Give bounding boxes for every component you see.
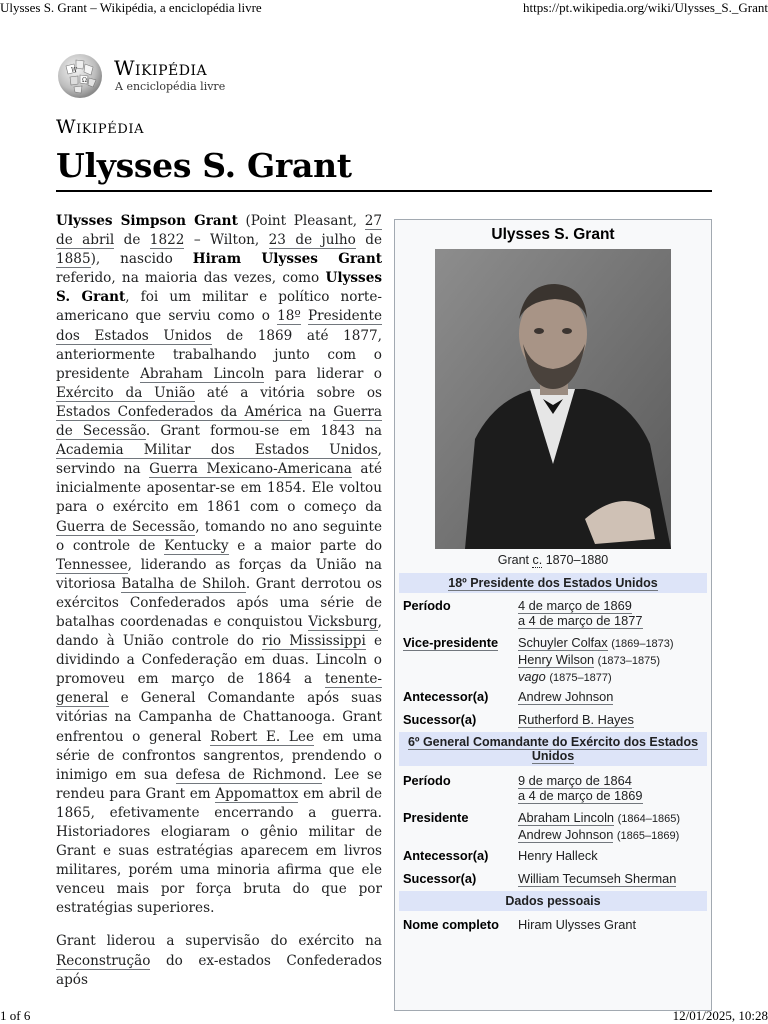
print-header	[0, 0, 768, 18]
circa-abbr[interactable]: c.	[532, 553, 543, 567]
label-sucessor: Sucessor(a)	[403, 712, 477, 727]
caption-text: Grant	[497, 553, 533, 567]
infobox-title: Ulysses S. Grant	[491, 226, 615, 243]
wikipedia-logo[interactable]	[56, 52, 256, 100]
print-datetime: 12/01/2025, 10:28	[672, 1008, 768, 1023]
paragraph-intro	[56, 212, 382, 918]
text: na	[301, 403, 334, 420]
vago-text: vago	[518, 669, 546, 684]
text: até inicialmente aposentar-se em 1854. Ele voltou para o exército em 1861 com o começo da	[56, 461, 382, 516]
link-guerra-secessao[interactable]: Guerra de Secessão	[56, 403, 382, 440]
bold-name: Ulysses Simpson Grant	[56, 213, 238, 229]
years: (1869–1873)	[611, 638, 674, 650]
section-dados-text: Dados pessoais	[505, 894, 601, 908]
portrait-image	[435, 249, 671, 549]
text: , foi um militar e político norte-americano que serviu como o	[56, 289, 382, 325]
text: em uma série de confrontos sangrentos, prendendo o inimigo em sua	[56, 728, 382, 783]
link-23-julho[interactable]: 23 de julho	[268, 232, 356, 249]
page-number: 1 of 6	[0, 1008, 31, 1023]
link-rio-mississippi[interactable]: rio Mississippi	[262, 633, 366, 650]
text	[301, 308, 308, 324]
link-periodo-inicio[interactable]: 4 de março de 1869	[518, 598, 632, 613]
link-section-presidente[interactable]: 18º Presidente dos Estados Unidos	[448, 576, 658, 590]
bold-common-name: Ulysses S. Grant	[56, 270, 382, 306]
link-rutherford-hayes[interactable]: Rutherford B. Hayes	[518, 712, 634, 727]
label-presidente: Presidente	[403, 810, 469, 825]
value-nome-completo: Hiram Ulysses Grant	[518, 917, 637, 932]
years: (1864–1865)	[617, 813, 680, 825]
text: . Grant formou-se em 1843 na	[145, 423, 383, 440]
text: para liderar o	[264, 365, 382, 382]
link-guerra-mexicano-americana[interactable]: Guerra Mexicano-Americana	[149, 461, 352, 478]
label-antecessor: Antecessor(a)	[403, 848, 489, 863]
link-abraham-lincoln[interactable]: Abraham Lincoln	[140, 365, 265, 382]
link-periodo-fim[interactable]: a 4 de março de 1877	[518, 613, 643, 628]
link-appomattox[interactable]: Appomattox	[215, 785, 299, 802]
print-footer	[0, 1006, 768, 1024]
label-vice-text: Vice-presidente	[403, 635, 499, 650]
section-general	[399, 732, 707, 766]
link-reconstrucao[interactable]: Reconstrução	[56, 952, 151, 969]
link-exercito-uniao[interactable]: Exército da União	[56, 384, 196, 401]
value-henry-halleck: Henry Halleck	[518, 848, 598, 863]
wordmark: Wikipédia	[114, 56, 208, 80]
page-title: Ulysses S. Grant	[56, 146, 352, 185]
link-defesa-richmond[interactable]: defesa de Richmond	[175, 766, 323, 783]
svg-text:W: W	[71, 67, 78, 74]
photo-caption	[395, 553, 711, 567]
article-body	[56, 212, 382, 1004]
link-abraham-lincoln-ib[interactable]: Abraham Lincoln	[518, 810, 615, 825]
label-vice-presidente[interactable]	[403, 635, 498, 650]
section-dados-pessoais	[399, 891, 707, 911]
label-nome-completo: Nome completo	[403, 917, 499, 932]
years: (1873–1875)	[597, 655, 661, 667]
link-1822[interactable]: 1822	[149, 232, 185, 249]
text: e a maior parte do	[228, 537, 383, 554]
label-periodo: Período	[403, 773, 451, 788]
link-periodo2-inicio[interactable]: 9 de março de 1864	[518, 773, 632, 788]
text: , dando à União controle do	[56, 613, 382, 650]
text: , liderando as forças da União na vitoriosa	[56, 556, 382, 592]
text: de	[355, 232, 382, 249]
portrait-photo[interactable]	[435, 249, 671, 549]
label-antecessor: Antecessor(a)	[403, 689, 489, 704]
text: referido, na maioria das vezes, como	[56, 270, 326, 287]
print-title: Ulysses S. Grant – Wikipédia, a enciclopédia livre	[0, 0, 262, 15]
label-periodo: Período	[403, 598, 451, 613]
infobox	[394, 219, 712, 1011]
text: do ex-estados Confederados após	[56, 952, 382, 988]
section-presidente	[399, 573, 707, 593]
link-guerra-secessao-2[interactable]: Guerra de Secessão	[56, 518, 196, 535]
years: (1865–1869)	[616, 830, 680, 842]
years: (1875–1877)	[549, 672, 612, 684]
text: em abril de 1865, efetivamente encerrando a guerra. Historiadores elogiaram o gênio militar de Grant e suas estratégias aparecem em livros militares, porém uma minoria afirma que ele venceu mais por força bruta do que por estratégias superiores.	[56, 785, 382, 917]
text: até a vitória sobre os	[195, 384, 382, 401]
text: – Wilton,	[184, 232, 269, 249]
text: de	[114, 232, 150, 249]
text: e dividindo a Confederação em duas. Lincoln o promoveu em março de 1864 a	[56, 633, 383, 688]
link-schuyler-colfax[interactable]: Schuyler Colfax	[518, 635, 608, 650]
link-tennessee[interactable]: Tennessee	[56, 556, 128, 573]
text: (Point Pleasant,	[237, 213, 365, 229]
link-tenente-general[interactable]: tenente-general	[56, 671, 382, 707]
wikipedia-globe-icon	[56, 52, 104, 100]
link-academia-militar[interactable]: Academia Militar dos Estados Unidos	[56, 442, 378, 459]
link-1885[interactable]: 1885	[56, 251, 91, 268]
text: . Lee se rendeu para Grant em	[56, 766, 382, 802]
text: , tomando no ano seguinte o controle de	[56, 518, 382, 554]
text: de 1869 até 1877, anteriormente trabalhando junto com o presidente	[56, 327, 382, 382]
link-andrew-johnson[interactable]: Andrew Johnson	[518, 689, 614, 704]
text: , servindo na	[56, 442, 382, 478]
link-vicksburg[interactable]: Vicksburg	[308, 613, 378, 630]
link-estados-confederados[interactable]: Estados Confederados da América	[56, 403, 302, 420]
link-27-abril[interactable]: 27 de abril	[56, 213, 382, 249]
link-kentucky[interactable]: Kentucky	[164, 537, 229, 554]
bold-birth-name: Hiram Ulysses Grant	[192, 251, 382, 268]
title-divider	[56, 190, 712, 192]
paragraph-reconstruction	[56, 932, 382, 989]
print-url: https://pt.wikipedia.org/wiki/Ulysses_S._Grant	[523, 0, 768, 15]
link-presidente-eua[interactable]: Presidente dos Estados Unidos	[56, 308, 382, 344]
link-robert-e-lee[interactable]: Robert E. Lee	[210, 728, 314, 745]
site-brand[interactable]: Wikipédia	[56, 116, 145, 138]
link-18[interactable]: 18º	[277, 308, 301, 325]
link-henry-wilson[interactable]: Henry Wilson	[518, 652, 595, 667]
tagline: A enciclopédia livre	[115, 80, 226, 93]
caption-years: 1870–1880	[542, 553, 609, 567]
text: ), nascido	[90, 251, 193, 268]
text: e General Comandante após suas vitórias na Campanha de Chattanooga. Grant enfrentou o general	[56, 690, 382, 745]
text: . Grant derrotou os exércitos Confederados após uma série de batalhas coordenadas e conquistou	[56, 575, 382, 630]
link-batalha-shiloh[interactable]: Batalha de Shiloh	[121, 575, 246, 592]
text: Grant liderou a supervisão do exército na	[56, 933, 382, 950]
svg-text:Ω: Ω	[82, 77, 87, 84]
label-sucessor: Sucessor(a)	[403, 871, 477, 886]
link-section-general[interactable]: 6º General Comandante do Exército dos Estados Unidos	[407, 735, 699, 763]
link-andrew-johnson-ib[interactable]: Andrew Johnson	[518, 827, 614, 842]
link-periodo2-fim[interactable]: a 4 de março de 1869	[518, 788, 643, 803]
link-sherman[interactable]: William Tecumseh Sherman	[518, 871, 677, 886]
